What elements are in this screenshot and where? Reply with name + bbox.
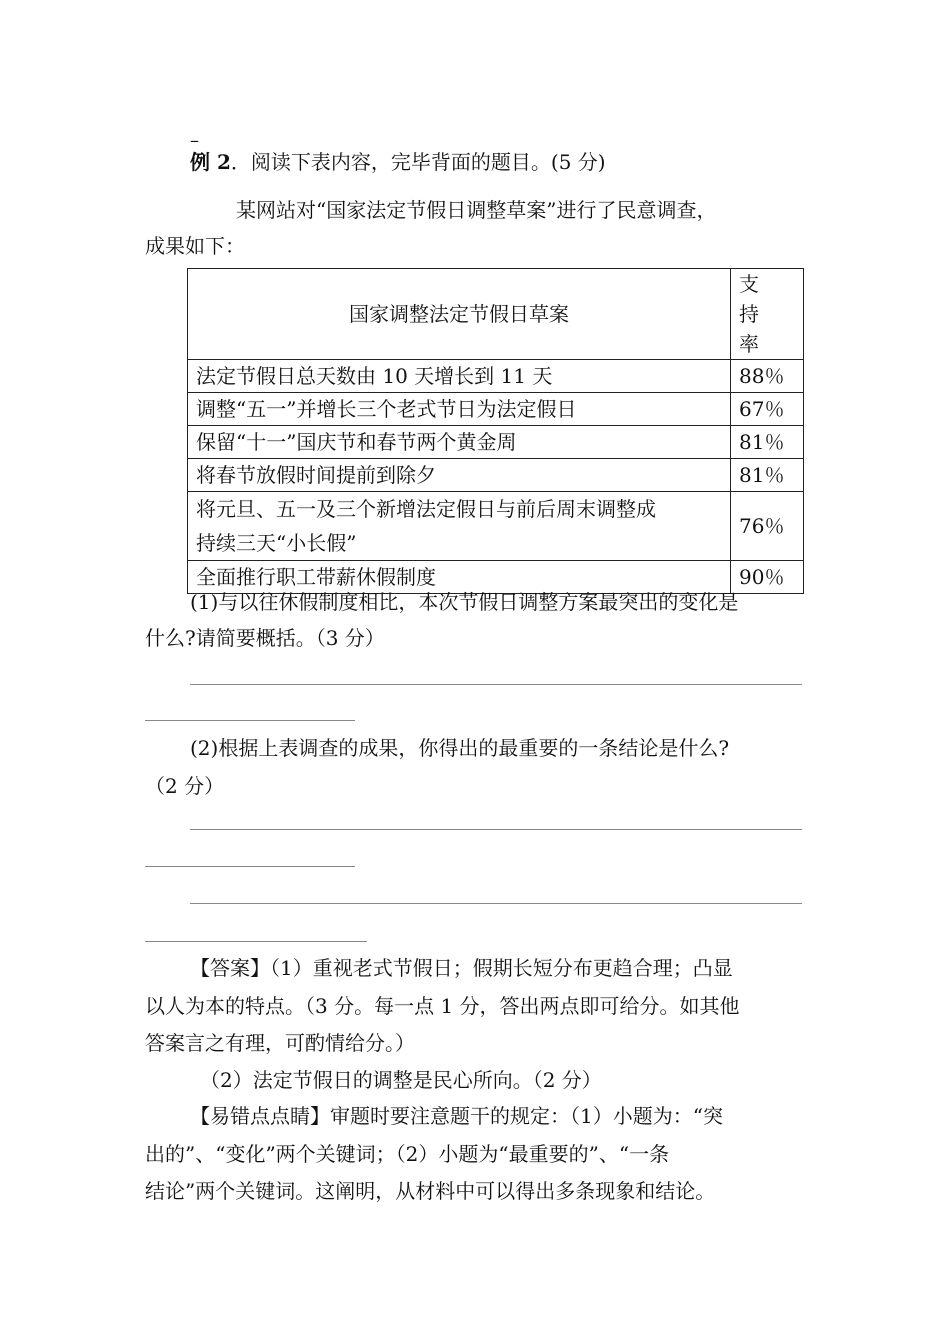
tip-line-3: 结论”两个关键词。这阐明，从材料中可以得出多条现象和结论。	[145, 1179, 716, 1203]
row-item-line-2: 持续三天“小长假”	[196, 531, 357, 555]
example-heading	[190, 144, 606, 180]
row-item	[188, 492, 731, 561]
table-row	[188, 393, 804, 426]
table-header-row	[188, 269, 804, 360]
answer-blank-2b[interactable]	[145, 866, 355, 867]
answer-blank-2d[interactable]	[145, 941, 367, 942]
row-item: 全面推行职工带薪休假制度	[188, 561, 731, 594]
tip-line-1: 【易错点点睛】审题时要注意题干的规定：（1）小题为：“突	[190, 1104, 723, 1128]
example-intro: ．阅读下表内容，完毕背面的题目。(5 分)	[230, 150, 606, 174]
table-row	[188, 492, 804, 561]
question-1-line-1: (1)与以往休假制度相比，本次节假日调整方案最突出的变化是	[190, 590, 739, 614]
row-rate: 90％	[731, 561, 804, 594]
header-rate	[731, 269, 804, 360]
header-rate-bottom: 率	[739, 332, 767, 356]
row-rate: 81％	[731, 426, 804, 459]
tip-line-2: 出的”、“变化”两个关键词；（2）小题为“最重要的”、“一条	[145, 1142, 670, 1166]
lead-line-1: 某网站对“国家法定节假日调整草案”进行了民意调查，	[236, 198, 717, 222]
answer-line-4: （2）法定节假日的调整是民心所向。（2 分）	[200, 1068, 602, 1092]
example-label: 例 2	[190, 150, 231, 174]
question-1-line-2: 什么?请简要概括。（3 分）	[145, 626, 385, 650]
table-row	[188, 360, 804, 393]
answer-blank-2a[interactable]	[190, 829, 802, 830]
answer-line-3: 答案言之有理，可酌情给分。）	[145, 1031, 415, 1055]
answer-line-1: 【答案】（1）重视老式节假日；假期长短分布更趋合理；凸显	[190, 956, 733, 980]
row-item-line-1: 将元旦、五一及三个新增法定假日与前后周末调整成	[196, 497, 656, 521]
row-rate: 88％	[731, 360, 804, 393]
row-item: 法定节假日总天数由 10 天增长到 11 天	[188, 360, 731, 393]
top-mark: –	[190, 130, 199, 151]
answer-blank-1a[interactable]	[190, 684, 802, 685]
answer-blank-2c[interactable]	[190, 903, 802, 904]
row-item: 保留“十一”国庆节和春节两个黄金周	[188, 426, 731, 459]
survey-table	[187, 268, 804, 594]
answer-line-2: 以人为本的特点。（3 分。每一点 1 分，答出两点即可给分。如其他	[145, 994, 740, 1018]
answer-blank-1b[interactable]	[145, 720, 355, 721]
lead-line-2: 成果如下：	[145, 234, 245, 258]
table-row	[188, 426, 804, 459]
header-rate-top: 支 持	[739, 272, 767, 326]
table-row	[188, 459, 804, 492]
row-rate: 76％	[731, 492, 804, 561]
row-rate: 81％	[731, 459, 804, 492]
question-2-line-1: (2)根据上表调查的成果，你得出的最重要的一条结论是什么?	[190, 736, 730, 760]
row-rate: 67％	[731, 393, 804, 426]
row-item: 将春节放假时间提前到除夕	[188, 459, 731, 492]
header-item: 国家调整法定节假日草案	[188, 269, 731, 360]
row-item: 调整“五一”并增长三个老式节日为法定假日	[188, 393, 731, 426]
question-2-line-2: （2 分）	[145, 774, 225, 798]
